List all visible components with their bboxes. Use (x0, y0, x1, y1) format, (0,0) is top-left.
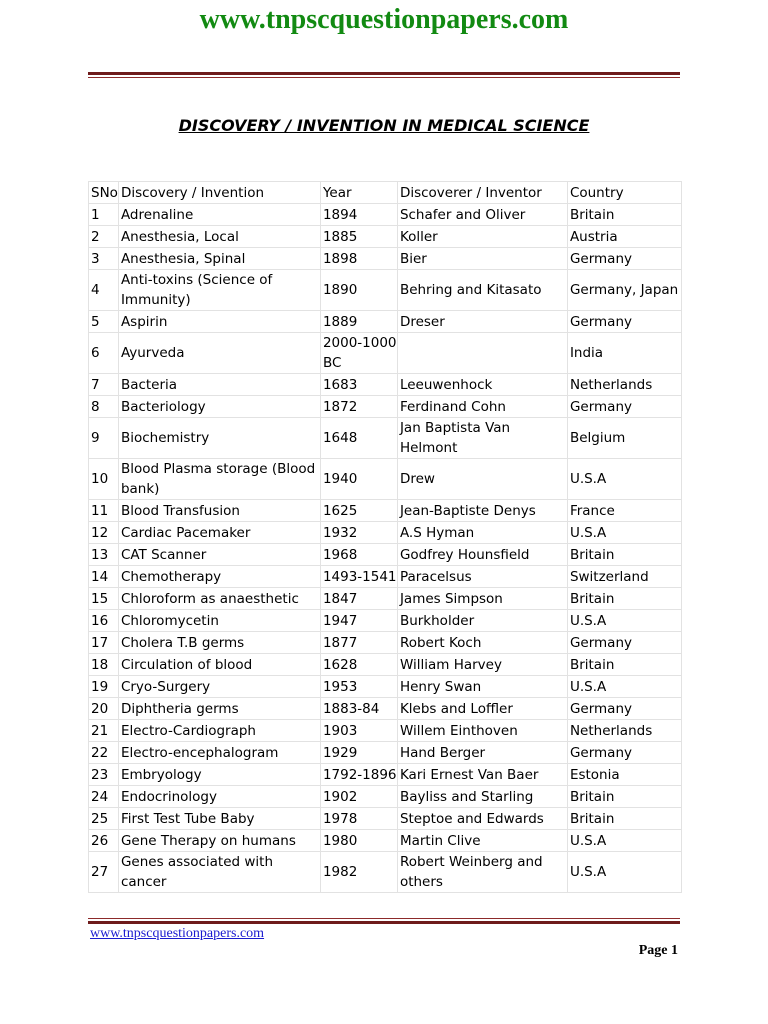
cell-year: 1894 (320, 204, 397, 226)
cell-discovery: Biochemistry (118, 418, 320, 459)
cell-sno: 12 (89, 522, 119, 544)
cell-discoverer: Willem Einthoven (397, 720, 567, 742)
table-row (89, 374, 682, 396)
cell-discoverer: Jean-Baptiste Denys (397, 500, 567, 522)
table-row (89, 786, 682, 808)
cell-sno: 21 (89, 720, 119, 742)
cell-discoverer: Klebs and Loffler (397, 698, 567, 720)
cell-year: 1885 (320, 226, 397, 248)
cell-year: 1683 (320, 374, 397, 396)
cell-sno: 3 (89, 248, 119, 270)
table-row (89, 522, 682, 544)
table-row (89, 764, 682, 786)
cell-discovery: Gene Therapy on humans (118, 830, 320, 852)
cell-year: 1947 (320, 610, 397, 632)
cell-discovery: Blood Transfusion (118, 500, 320, 522)
cell-discoverer: Kari Ernest Van Baer (397, 764, 567, 786)
table-row (89, 396, 682, 418)
cell-year: 1902 (320, 786, 397, 808)
column-header-year: Year (320, 182, 397, 204)
cell-country: Germany (567, 311, 681, 333)
page-number: Page 1 (638, 943, 678, 958)
cell-discovery: Anesthesia, Local (118, 226, 320, 248)
cell-discovery: Cryo-Surgery (118, 676, 320, 698)
column-header-discovery: Discovery / Invention (118, 182, 320, 204)
cell-sno: 25 (89, 808, 119, 830)
cell-discoverer: Henry Swan (397, 676, 567, 698)
table-row (89, 459, 682, 500)
discovery-table (88, 181, 682, 893)
table-row (89, 742, 682, 764)
cell-discovery: Circulation of blood (118, 654, 320, 676)
cell-country: U.S.A (567, 610, 681, 632)
cell-country: Netherlands (567, 374, 681, 396)
table-row (89, 720, 682, 742)
cell-country: Germany (567, 742, 681, 764)
table-row (89, 654, 682, 676)
table-row (89, 566, 682, 588)
cell-country: Britain (567, 544, 681, 566)
cell-discoverer: Paracelsus (397, 566, 567, 588)
cell-year: 1953 (320, 676, 397, 698)
cell-discovery: First Test Tube Baby (118, 808, 320, 830)
cell-discoverer: Bier (397, 248, 567, 270)
cell-discoverer: Ferdinand Cohn (397, 396, 567, 418)
cell-discovery: Chemotherapy (118, 566, 320, 588)
cell-country: Germany (567, 248, 681, 270)
cell-sno: 13 (89, 544, 119, 566)
cell-discoverer: Bayliss and Starling (397, 786, 567, 808)
cell-discovery: Chloroform as anaesthetic (118, 588, 320, 610)
cell-year: 1792-1896 (320, 764, 397, 786)
cell-country: Germany (567, 396, 681, 418)
cell-sno: 5 (89, 311, 119, 333)
cell-discoverer: Dreser (397, 311, 567, 333)
cell-discovery: Bacteria (118, 374, 320, 396)
cell-discoverer: Godfrey Hounsfield (397, 544, 567, 566)
cell-discovery: Cholera T.B germs (118, 632, 320, 654)
cell-discovery: Aspirin (118, 311, 320, 333)
cell-discoverer: James Simpson (397, 588, 567, 610)
cell-country: France (567, 500, 681, 522)
table-row (89, 418, 682, 459)
cell-discovery: Embryology (118, 764, 320, 786)
cell-discoverer: Koller (397, 226, 567, 248)
cell-country: Estonia (567, 764, 681, 786)
table-row (89, 226, 682, 248)
cell-country: U.S.A (567, 522, 681, 544)
cell-discovery: Electro-Cardiograph (118, 720, 320, 742)
table-row (89, 588, 682, 610)
cell-discovery: Cardiac Pacemaker (118, 522, 320, 544)
cell-discovery: Diphtheria germs (118, 698, 320, 720)
cell-sno: 24 (89, 786, 119, 808)
cell-sno: 23 (89, 764, 119, 786)
cell-sno: 17 (89, 632, 119, 654)
cell-discovery: Anesthesia, Spinal (118, 248, 320, 270)
table-row (89, 204, 682, 226)
footer-rule-thin (88, 918, 680, 919)
cell-sno: 4 (89, 270, 119, 311)
cell-year: 1625 (320, 500, 397, 522)
cell-year: 1877 (320, 632, 397, 654)
cell-year: 1940 (320, 459, 397, 500)
cell-country: Netherlands (567, 720, 681, 742)
cell-year: 1872 (320, 396, 397, 418)
cell-country: Britain (567, 204, 681, 226)
header-rule-thin (88, 77, 680, 78)
cell-discovery: Genes associated with cancer (118, 852, 320, 893)
cell-sno: 14 (89, 566, 119, 588)
table-row (89, 830, 682, 852)
cell-year: 1493-1541 (320, 566, 397, 588)
column-header-discoverer: Discoverer / Inventor (397, 182, 567, 204)
cell-country: U.S.A (567, 676, 681, 698)
cell-year: 1898 (320, 248, 397, 270)
cell-sno: 20 (89, 698, 119, 720)
cell-sno: 27 (89, 852, 119, 893)
cell-discoverer: A.S Hyman (397, 522, 567, 544)
cell-country: India (567, 333, 681, 374)
cell-discoverer: Robert Koch (397, 632, 567, 654)
table-row (89, 632, 682, 654)
cell-country: U.S.A (567, 852, 681, 893)
table-header-row (89, 182, 682, 204)
cell-country: Belgium (567, 418, 681, 459)
cell-discoverer: Jan Baptista Van Helmont (397, 418, 567, 459)
cell-discoverer: Schafer and Oliver (397, 204, 567, 226)
cell-discoverer: Drew (397, 459, 567, 500)
cell-year: 1968 (320, 544, 397, 566)
cell-country: U.S.A (567, 830, 681, 852)
cell-country: U.S.A (567, 459, 681, 500)
cell-sno: 2 (89, 226, 119, 248)
cell-year: 1889 (320, 311, 397, 333)
cell-year: 1903 (320, 720, 397, 742)
cell-year: 1929 (320, 742, 397, 764)
site-header: www.tnpscquestionpapers.com (199, 4, 569, 35)
cell-country: Britain (567, 786, 681, 808)
table-row (89, 500, 682, 522)
cell-country: Austria (567, 226, 681, 248)
cell-sno: 8 (89, 396, 119, 418)
cell-discovery: Adrenaline (118, 204, 320, 226)
cell-country: Britain (567, 808, 681, 830)
cell-discoverer: Robert Weinberg and others (397, 852, 567, 893)
cell-discoverer (397, 333, 567, 374)
cell-discovery: CAT Scanner (118, 544, 320, 566)
table-row (89, 544, 682, 566)
cell-sno: 16 (89, 610, 119, 632)
cell-country: Switzerland (567, 566, 681, 588)
cell-sno: 10 (89, 459, 119, 500)
table-row (89, 698, 682, 720)
cell-discoverer: Leeuwenhock (397, 374, 567, 396)
cell-year: 1628 (320, 654, 397, 676)
cell-sno: 1 (89, 204, 119, 226)
cell-country: Britain (567, 588, 681, 610)
column-header-sno: SNo (89, 182, 119, 204)
cell-year: 1648 (320, 418, 397, 459)
cell-sno: 6 (89, 333, 119, 374)
cell-year: 1847 (320, 588, 397, 610)
cell-country: Germany (567, 698, 681, 720)
cell-year: 1978 (320, 808, 397, 830)
cell-discoverer: Hand Berger (397, 742, 567, 764)
cell-discoverer: William Harvey (397, 654, 567, 676)
column-header-country: Country (567, 182, 681, 204)
table-row (89, 270, 682, 311)
footer-rule (88, 921, 680, 924)
table-row (89, 676, 682, 698)
cell-year: 1932 (320, 522, 397, 544)
cell-year: 1980 (320, 830, 397, 852)
cell-sno: 19 (89, 676, 119, 698)
cell-discoverer: Steptoe and Edwards (397, 808, 567, 830)
cell-country: Germany, Japan (567, 270, 681, 311)
cell-discoverer: Behring and Kitasato (397, 270, 567, 311)
cell-discovery: Blood Plasma storage (Blood bank) (118, 459, 320, 500)
cell-sno: 26 (89, 830, 119, 852)
footer-link[interactable]: www.tnpscquestionpapers.com (90, 926, 265, 941)
header-rule (88, 72, 680, 75)
cell-country: Germany (567, 632, 681, 654)
cell-discovery: Bacteriology (118, 396, 320, 418)
table-row (89, 808, 682, 830)
cell-sno: 18 (89, 654, 119, 676)
cell-discovery: Endocrinology (118, 786, 320, 808)
table-row (89, 248, 682, 270)
cell-sno: 22 (89, 742, 119, 764)
cell-year: 1982 (320, 852, 397, 893)
cell-year: 1890 (320, 270, 397, 311)
cell-sno: 7 (89, 374, 119, 396)
cell-country: Britain (567, 654, 681, 676)
cell-discovery: Chloromycetin (118, 610, 320, 632)
cell-discovery: Ayurveda (118, 333, 320, 374)
cell-sno: 11 (89, 500, 119, 522)
table-row (89, 610, 682, 632)
table-row (89, 852, 682, 893)
table-row (89, 311, 682, 333)
cell-discoverer: Martin Clive (397, 830, 567, 852)
cell-sno: 9 (89, 418, 119, 459)
table-row (89, 333, 682, 374)
cell-year: 1883-84 (320, 698, 397, 720)
page-title: DISCOVERY / INVENTION IN MEDICAL SCIENCE (178, 116, 590, 135)
cell-discoverer: Burkholder (397, 610, 567, 632)
cell-sno: 15 (89, 588, 119, 610)
cell-discovery: Anti-toxins (Science of Immunity) (118, 270, 320, 311)
cell-discovery: Electro-encephalogram (118, 742, 320, 764)
cell-year: 2000-1000 BC (320, 333, 397, 374)
